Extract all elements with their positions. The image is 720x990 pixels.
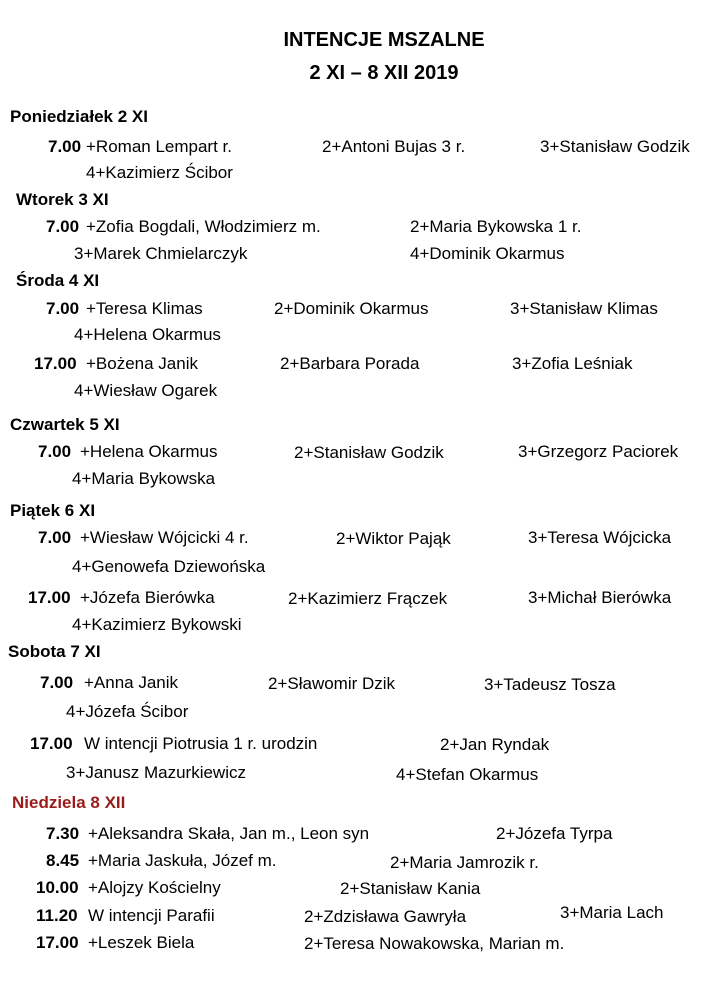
mass-intention: +Helena Okarmus (80, 442, 218, 461)
mass-intention: 4+Józefa Ścibor (66, 702, 189, 721)
mass-intention: 2+Maria Bykowska 1 r. (410, 217, 582, 236)
day-heading-wednesday: Środa 4 XI (16, 271, 100, 290)
mass-intention: 3+Teresa Wójcicka (528, 528, 672, 547)
mass-intention: 2+Sławomir Dzik (268, 674, 396, 693)
mass-intention: 2+Stanisław Kania (340, 879, 481, 898)
mass-intention: +Alojzy Kościelny (88, 878, 221, 897)
mass-intention: 2+Wiktor Pająk (336, 529, 451, 548)
mass-time: 17.00 (36, 933, 79, 952)
mass-time: 7.00 (46, 217, 80, 236)
mass-intention: +Bożena Janik (86, 354, 198, 373)
mass-intention: 2+Teresa Nowakowska, Marian m. (304, 934, 565, 953)
mass-intention: +Teresa Klimas (86, 299, 203, 318)
mass-intention: +Anna Janik (84, 673, 179, 692)
mass-time: 7.00 (38, 528, 72, 547)
mass-intention: 4+Dominik Okarmus (410, 244, 565, 263)
mass-time: 17.00 (28, 588, 71, 607)
mass-time: 7.30 (46, 824, 80, 843)
mass-intention: 3+Janusz Mazurkiewicz (66, 763, 246, 782)
mass-intention: +Roman Lempart r. (86, 137, 232, 156)
mass-time: 8.45 (46, 851, 80, 870)
mass-intention: 3+Zofia Leśniak (512, 354, 633, 373)
mass-intention: W intencji Parafii (88, 906, 215, 925)
mass-time: 17.00 (34, 354, 77, 373)
mass-intention: 2+Józefa Tyrpa (496, 824, 613, 843)
mass-intention: 2+Barbara Porada (280, 354, 420, 373)
mass-intention: 4+Kazimierz Bykowski (72, 615, 242, 634)
mass-intention: 2+Zdzisława Gawryła (304, 907, 467, 926)
mass-intention: 3+Grzegorz Paciorek (518, 442, 679, 461)
mass-time: 17.00 (30, 734, 73, 753)
day-heading-monday: Poniedziałek 2 XI (10, 107, 148, 126)
mass-intention: +Leszek Biela (88, 933, 195, 952)
mass-time: 11.20 (36, 906, 78, 925)
day-heading-sunday: Niedziela 8 XII (12, 793, 126, 812)
mass-intention: 3+Stanisław Klimas (510, 299, 658, 318)
mass-intention: +Wiesław Wójcicki 4 r. (80, 528, 249, 547)
mass-intention: 2+Stanisław Godzik (294, 443, 444, 462)
mass-intention: W intencji Piotrusia 1 r. urodzin (84, 734, 318, 753)
mass-intention: 4+Maria Bykowska (72, 469, 216, 488)
day-heading-tuesday: Wtorek 3 XI (16, 190, 109, 209)
mass-intention: 4+Kazimierz Ścibor (86, 163, 233, 182)
mass-intention: 2+Maria Jamrozik r. (390, 853, 539, 872)
mass-intention: 2+Antoni Bujas 3 r. (322, 137, 466, 156)
mass-intention: 2+Dominik Okarmus (274, 299, 429, 318)
page-subtitle: 2 XI – 8 XII 2019 (309, 62, 459, 84)
mass-intention: +Józefa Bierówka (80, 588, 215, 607)
mass-intention: 3+Stanisław Godzik (540, 137, 690, 156)
mass-intention: 3+Maria Lach (560, 903, 664, 922)
page-title: INTENCJE MSZALNE (283, 29, 485, 51)
day-heading-thursday: Czwartek 5 XI (10, 415, 120, 434)
mass-intention: 3+Marek Chmielarczyk (74, 244, 248, 263)
mass-intention: +Zofia Bogdali, Włodzimierz m. (86, 217, 321, 236)
mass-time: 10.00 (36, 878, 79, 897)
day-heading-friday: Piątek 6 XI (10, 501, 96, 520)
mass-time: 7.00 (40, 673, 74, 692)
mass-intention: 3+Michał Bierówka (528, 588, 672, 607)
mass-time: 7.00 (38, 442, 72, 461)
mass-intention: 3+Tadeusz Tosza (484, 675, 616, 694)
mass-intention: 4+Wiesław Ogarek (74, 381, 218, 400)
mass-intention: +Aleksandra Skała, Jan m., Leon syn (88, 824, 370, 843)
mass-time: 7.00 (46, 299, 80, 318)
mass-intention: 2+Jan Ryndak (440, 735, 550, 754)
mass-intention: 4+Helena Okarmus (74, 325, 221, 344)
mass-time: 7.00 (48, 137, 82, 156)
mass-intention: 2+Kazimierz Frączek (288, 589, 448, 608)
day-heading-saturday: Sobota 7 XI (8, 642, 101, 661)
mass-intention: 4+Stefan Okarmus (396, 765, 539, 784)
mass-intention: +Maria Jaskuła, Józef m. (88, 851, 277, 870)
mass-intention: 4+Genowefa Dziewońska (72, 557, 266, 576)
